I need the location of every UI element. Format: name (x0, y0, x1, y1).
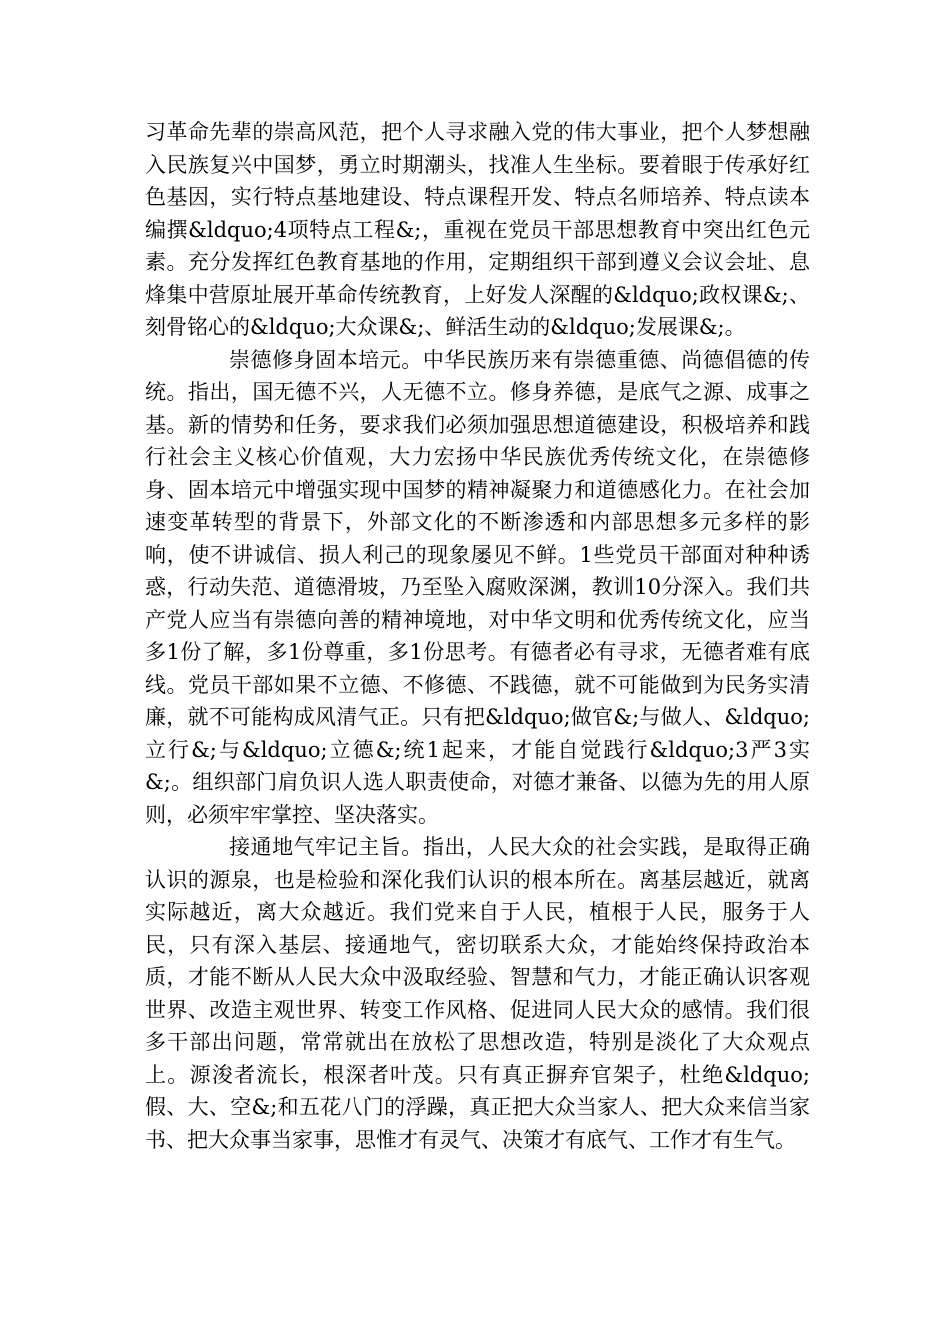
paragraph-3: 接通地气牢记主旨。指出，人民大众的社会实践，是取得正确认识的源泉，也是检验和深化我们认识的根本所在。离基层越近，就离实际越近，离大众越近。我们党来自于人民，植根于人民，服务于人民，只有深入基层、接通地气，密切联系大众，才能始终保持政治本质，才能不断从人民大众中汲取经验、智慧和气力，才能正确认识客观世界、改造主观世界、转变工作风格、促进同人民大众的感情。我们很多干部出问题，常常就出在放松了思想改造，特别是淡化了大众观点上。源浚者流长，根深者叶茂。只有真正摒弃官架子，杜绝&ldquo;假、大、空&;和五花八门的浮躁，真正把大众当家人、把大众来信当家书、把大众事当家事，思惟才有灵气、决策才有底气、工作才有生气。 (145, 835, 810, 1152)
paragraph-1: 习革命先辈的崇高风范，把个人寻求融入党的伟大事业，把个人梦想融入民族复兴中国梦，勇立时期潮头，找准人生坐标。要着眼于传承好红色基因，实行特点基地建设、特点课程开发、特点名师培养、特点读本编撰&ldquo;4项特点工程&;，重视在党员干部思想教育中突出红色元素。充分发挥红色教育基地的作用，定期组织干部到遵义会议会址、息烽集中营原址展开革命传统教育，上好发人深醒的&ldquo;政权课&;、刻骨铭心的&ldquo;大众课&;、鲜活生动的&ldquo;发展课&;。 (145, 120, 810, 339)
body-text (145, 116, 810, 1156)
paragraph-2: 崇德修身固本培元。中华民族历来有崇德重德、尚德倡德的传统。指出，国无德不兴，人无德不立。修身养德，是底气之源、成事之基。新的情势和任务，要求我们必须加强思想道德建设，积极培养和践行社会主义核心价值观，大力宏扬中华民族优秀传统文化，在崇德修身、固本培元中增强实现中国梦的精神凝聚力和道德感化力。在社会加速变革转型的背景下，外部文化的不断渗透和内部思想多元多样的影响，使不讲诚信、损人利己的现象屡见不鲜。1些党员干部面对种种诱惑，行动失范、道德滑坡，乃至坠入腐败深渊，教训10分深入。我们共产党人应当有崇德向善的精神境地，对中华文明和优秀传统文化，应当多1份了解，多1份尊重，多1份思考。有德者必有寻求，无德者难有底线。党员干部如果不立德、不修德、不践德，就不可能做到为民务实清廉，就不可能构成风清气正。只有把&ldquo;做官&;与做人、&ldquo;立行&;与&ldquo;立德&;统1起来，才能自觉践行&ldquo;3严3实&;。组织部门肩负识人选人职责使命，对德才兼备、以德为先的用人原则，必须牢牢掌控、坚决落实。 (145, 347, 810, 827)
